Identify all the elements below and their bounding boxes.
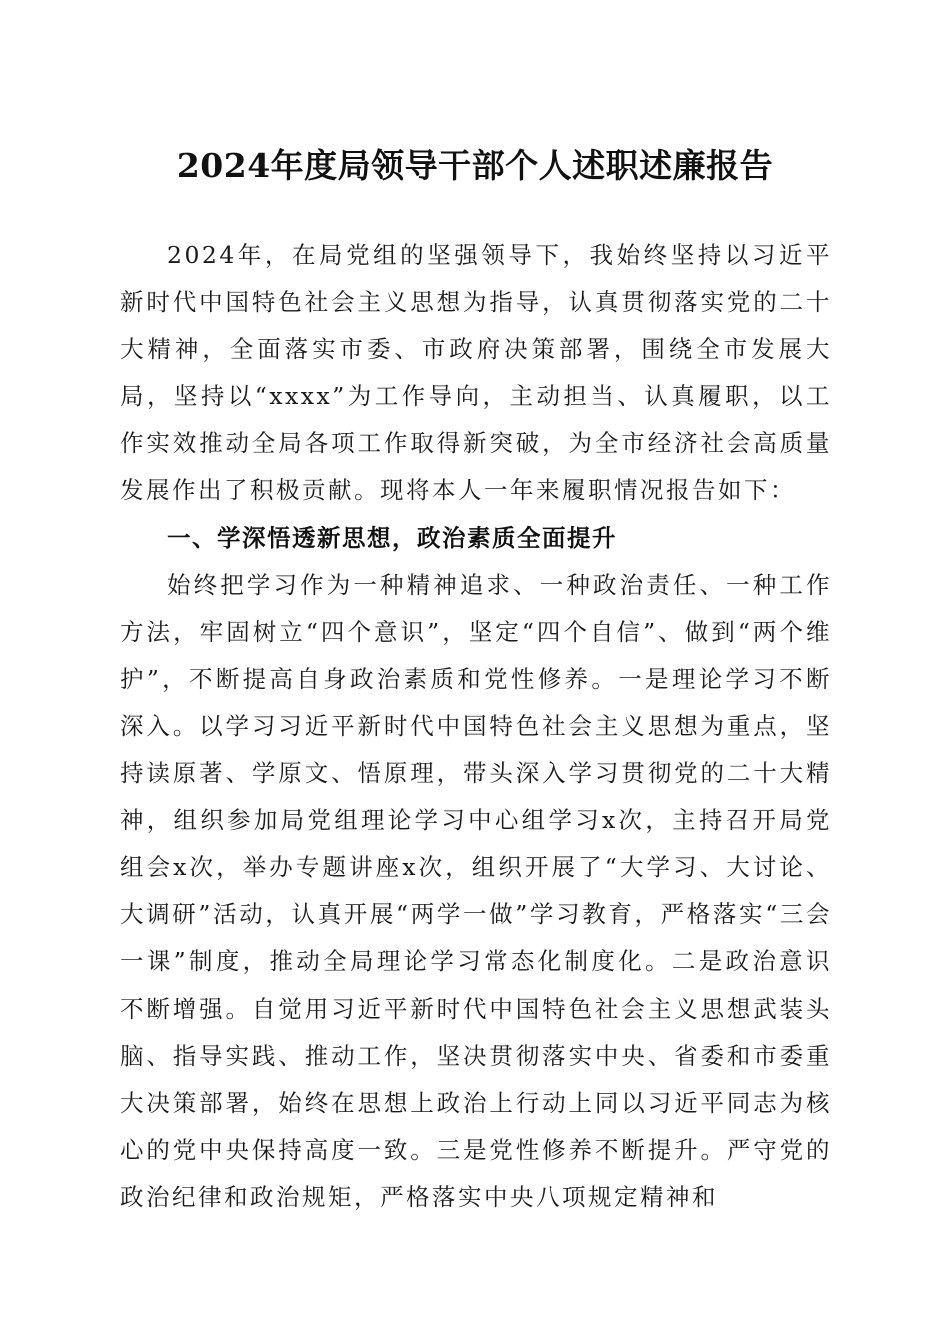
section-heading: 一、学深悟透新思想，政治素质全面提升 (167, 523, 617, 552)
intro-paragraph: 2024年，在局党组的坚强领导下，我始终坚持以习近平新时代中国特色社会主义思想为指导，认真贯彻落实党的二十大精神，全面落实市委、市政府决策部署，围绕全市发展大局，坚持以“xxxx”为工作导向，主动担当、认真履职，以工作实效推动全局各项工作取得新突破，为全市经济社会高质量发展作出了积极贡献。现将本人一年来履职情况报告如下： (120, 241, 832, 505)
document-title: 2024年度局领导干部个人述职述廉报告 (176, 146, 774, 185)
section-paragraph: 始终把学习作为一种精神追求、一种政治责任、一种工作方法，牢固树立“四个意识”，坚定“四个自信”、做到“两个维护”，不断提高自身政治素质和党性修养。一是理论学习不断深入。以学习习近平新时代中国特色社会主义思想为重点，坚持读原著、学原文、悟原理，带头深入学习贯彻党的二十大精神，组织参加局党组理论学习中心组学习x次，主持召开局党组会x次，举办专题讲座x次，组织开展了“大学习、大讨论、大调研”活动，认真开展“两学一做”学习教育，严格落实“三会一课”制度，推动全局理论学习常态化制度化。二是政治意识不断增强。自觉用习近平新时代中国特色社会主义思想武装头脑、指导实践、推动工作，坚决贯彻落实中央、省委和市委重大决策部署，始终在思想上政治上行动上同以习近平同志为核心的党中央保持高度一致。三是党性修养不断提升。严守党的政治纪律和政治规矩，严格落实中央八项规定精神和 (120, 570, 832, 1211)
document-body (120, 232, 832, 1221)
